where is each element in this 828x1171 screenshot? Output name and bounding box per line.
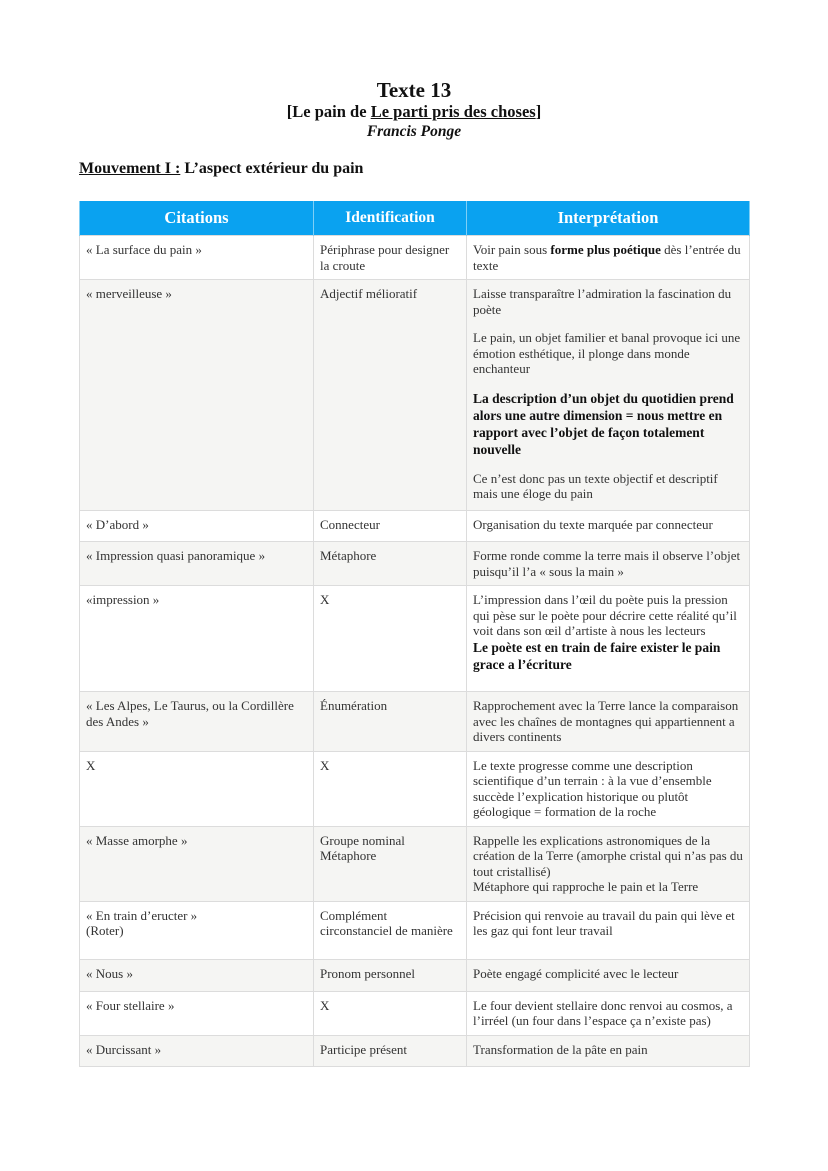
citation-cell: «impression » <box>80 586 314 692</box>
subtitle-prefix: [Le pain de <box>286 102 371 121</box>
identification-cell: Complément circonstanciel de manière <box>314 901 467 959</box>
citation-cell: « Impression quasi panoramique » <box>80 542 314 586</box>
identification-line: Métaphore <box>320 848 377 863</box>
author-name: Francis Ponge <box>366 123 462 140</box>
interp-paragraph: Laisse transparaître l’admiration la fascination du poète <box>473 286 732 317</box>
document-subtitle <box>0 102 828 122</box>
analysis-table <box>79 201 750 1067</box>
identification-cell: Périphrase pour designer la croute <box>314 236 467 280</box>
identification-cell: X <box>314 751 467 826</box>
table-row <box>80 1035 750 1066</box>
table-row <box>80 542 750 586</box>
interp-paragraph: Ce n’est donc pas un texte objectif et descriptif mais une éloge du pain <box>473 470 718 501</box>
table-row <box>80 991 750 1035</box>
column-header-identification: Identification <box>314 201 467 236</box>
interpretation-cell: Poète engagé complicité avec le lecteur <box>467 959 750 991</box>
interp-paragraph: L’impression dans l’œil du poète puis la pression qui pèse sur le poète pour décrire cette réalité qu’il voit dans son œil d’artiste à nous les lecteurs <box>473 592 737 638</box>
citation-cell: « Masse amorphe » <box>80 826 314 901</box>
section-label: Mouvement I : <box>79 160 181 177</box>
citation-cell: « Four stellaire » <box>80 991 314 1035</box>
document-header <box>0 78 828 141</box>
interpretation-cell: Rapprochement avec la Terre lance la comparaison avec les chaînes de montagnes qui appartiennent a divers continents <box>467 692 750 752</box>
identification-cell: Adjectif mélioratif <box>314 280 467 511</box>
table-row <box>80 901 750 959</box>
identification-cell: Pronom personnel <box>314 959 467 991</box>
interp-emphasis-paragraph: Le poète est en train de faire exister le pain grace a l’écriture <box>473 639 721 672</box>
section-heading <box>79 160 363 178</box>
subtitle-suffix: ] <box>535 102 542 121</box>
column-header-citations: Citations <box>80 201 314 236</box>
table-row <box>80 959 750 991</box>
citation-cell: « D’abord » <box>80 511 314 542</box>
identification-cell <box>314 826 467 901</box>
citation-cell: « Les Alpes, Le Taurus, ou la Cordillère des Andes » <box>80 692 314 752</box>
table-row <box>80 236 750 280</box>
table-row <box>80 826 750 901</box>
citation-cell: « Nous » <box>80 959 314 991</box>
interp-line: Rappelle les explications astronomiques de la création de la Terre (amorphe cristal qui n’as pas du tout cristallisé) <box>473 832 743 879</box>
section-title: L’aspect extérieur du pain <box>180 160 364 177</box>
identification-line: Groupe nominal <box>320 832 405 848</box>
identification-cell: Énumération <box>314 692 467 752</box>
interp-emphasis: forme plus poétique <box>550 242 661 257</box>
citation-cell: « La surface du pain » <box>80 236 314 280</box>
citation-line: « En train d’eructer » <box>86 907 198 923</box>
interp-line: Métaphore qui rapproche le pain et la Terre <box>473 879 699 894</box>
column-header-interpretation: Interprétation <box>467 201 750 236</box>
interp-paragraph: Le pain, un objet familier et banal provoque ici une émotion esthétique, il plonge dans monde enchanteur <box>473 330 741 376</box>
interpretation-cell <box>467 236 750 280</box>
interpretation-cell <box>467 280 750 511</box>
citation-cell: « Durcissant » <box>80 1035 314 1066</box>
interpretation-cell: Organisation du texte marquée par connecteur <box>467 511 750 542</box>
document-title: Texte 13 <box>376 78 452 102</box>
identification-cell: Connecteur <box>314 511 467 542</box>
identification-cell: Métaphore <box>314 542 467 586</box>
interpretation-cell: Le four devient stellaire donc renvoi au cosmos, a l’irréel (un four dans l’espace ça n’existe pas) <box>467 991 750 1035</box>
citation-line: (Roter) <box>86 923 124 938</box>
identification-cell: Participe présent <box>314 1035 467 1066</box>
citation-cell <box>80 901 314 959</box>
identification-cell: X <box>314 586 467 692</box>
interp-text: dès l’entrée du texte <box>473 242 741 273</box>
identification-cell: X <box>314 991 467 1035</box>
interpretation-cell: Précision qui renvoie au travail du pain qui lève et les gaz qui font leur travail <box>467 901 750 959</box>
interpretation-cell <box>467 826 750 901</box>
interpretation-cell: Forme ronde comme la terre mais il observe l’objet puisqu’il l’a « sous la main » <box>467 542 750 586</box>
citation-cell: X <box>80 751 314 826</box>
interpretation-cell: Transformation de la pâte en pain <box>467 1035 750 1066</box>
interpretation-cell <box>467 586 750 692</box>
table-row <box>80 751 750 826</box>
table-row <box>80 692 750 752</box>
table-header-row <box>80 201 750 236</box>
interp-text: Voir pain sous <box>473 242 551 257</box>
citation-cell: « merveilleuse » <box>80 280 314 511</box>
table-row <box>80 280 750 511</box>
work-title: Le parti pris des choses <box>370 102 536 121</box>
table-row <box>80 511 750 542</box>
table-row <box>80 586 750 692</box>
interpretation-cell: Le texte progresse comme une description scientifique d’un terrain : à la vue d’ensemble succède l’explication historique ou plutôt géologique = formation de la roche <box>467 751 750 826</box>
interp-emphasis-paragraph: La description d’un objet du quotidien prend alors une autre dimension = nous mettre en rapport avec l’objet de façon totalement nouvelle <box>473 390 734 457</box>
